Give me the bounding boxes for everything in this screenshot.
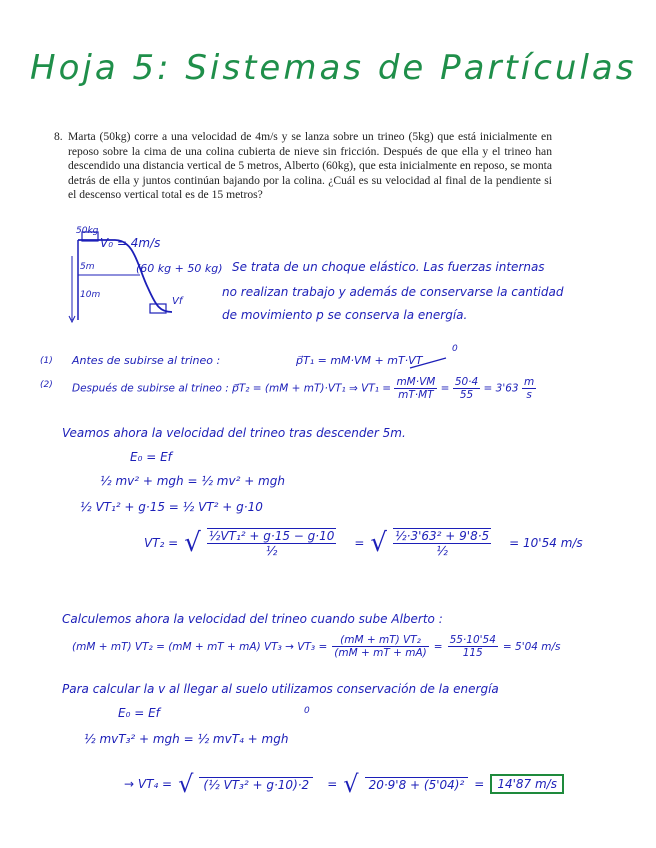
- step2-unit-den: s: [526, 389, 532, 401]
- vf-label: Vf: [172, 296, 183, 307]
- note-line-1: Se trata de un choque elástico. Las fuerzas internas: [232, 260, 545, 274]
- step2-val-num: 50·4: [454, 376, 479, 388]
- step1-text: Antes de subirse al trineo :: [72, 354, 221, 367]
- step2-line: [72, 376, 536, 401]
- note-line-2: no realizan trabajo y además de conservarse la cantidad: [222, 285, 564, 299]
- page-title: Hoja 5: Sistemas de Partículas: [30, 48, 637, 88]
- step2-frac-den: mT·MT: [398, 389, 434, 401]
- step1-label: (1): [40, 356, 53, 366]
- vt2-frac: [207, 528, 337, 558]
- section3-eq3: ½ VT₁² + g·15 = ½ VT² + g·10: [80, 500, 263, 514]
- section4-frac: [332, 634, 428, 659]
- section3-energy: E₀ = Ef: [130, 450, 172, 464]
- step2-fraction: [394, 376, 437, 401]
- final-eq: =: [327, 777, 338, 791]
- final-sqrt: (½ VT₃² + g·10)·2: [199, 777, 313, 792]
- section3-eq2: ½ mv² + mgh = ½ mv² + mgh: [100, 474, 285, 488]
- sqrt-icon-2: √: [370, 528, 387, 558]
- sqrt-icon: √: [184, 528, 201, 558]
- section4-frac-num: (mM + mT) VT₂: [332, 634, 428, 647]
- section3-vt2: [144, 528, 583, 558]
- step2-equation: p⃗T₂ = (mM + mT)·VT₁ ⇒ VT₁ =: [232, 382, 392, 395]
- final-lhs: → VT₄ =: [124, 777, 173, 791]
- step2-result: = 3'63: [483, 382, 519, 395]
- vt2-frac-2: [393, 528, 491, 558]
- vt2-den: ½: [265, 544, 278, 558]
- v0-label: V₀ = 4m/s: [100, 236, 161, 250]
- section5-energy: E₀ = Ef: [118, 706, 160, 720]
- h5-label: 5m: [80, 262, 95, 272]
- section5-zero: 0: [304, 706, 310, 716]
- vt2-label: VT₂ =: [144, 536, 179, 550]
- step2-unit: [522, 376, 536, 401]
- step2-unit-num: m: [523, 376, 535, 388]
- section4-value: [448, 634, 498, 659]
- step1-zero: 0: [452, 344, 458, 354]
- section4-frac-den: (mM + mT + mA): [334, 647, 427, 659]
- step2-text: Después de subirse al trineo :: [72, 382, 229, 395]
- step2-val-den: 55: [459, 389, 474, 401]
- section4-eq2: =: [433, 640, 443, 653]
- section4-eq: (mM + mT) VT₂ = (mM + mT + mA) VT₃ → VT₃ =: [72, 640, 328, 653]
- vt2-eq2: =: [354, 536, 365, 550]
- note-line-3: de movimiento p se conserva la energía.: [222, 308, 468, 322]
- vt2-den2: ½: [436, 544, 448, 558]
- vt2-num2: ½·3'63² + 9'8·5: [395, 529, 490, 543]
- section5-final: [124, 770, 564, 798]
- vt2-result: = 10'54 m/s: [509, 536, 583, 550]
- sqrt-icon-3: √: [178, 770, 194, 798]
- section4-result: = 5'04 m/s: [502, 640, 561, 653]
- step1-equation: p⃗T₁ = mM·VM + mT·VT: [296, 354, 423, 367]
- problem-statement: [54, 130, 552, 203]
- section4-val-den: 115: [462, 647, 483, 659]
- problem-text: Marta (50kg) corre a una velocidad de 4m/s y se lanza sobre un trineo (5kg) que está inicialmente en reposo sobre la cima de una colina cubierta de nieve sin fricción. Después de que ella y el trineo han descendido una distancia vertical de 5 metros, Alberto (60kg), que esta inicialmente en reposo, se monta detrás de ella y juntos continúan bajando por la colina. ¿Cuál es su velocidad al final de la pendiente si el descenso vertical total es de 15 metros?: [68, 130, 552, 202]
- final-answer: 14'87 m/s: [490, 774, 564, 794]
- final-sqrt-2: 20·9'8 + (5'04)²: [365, 777, 469, 792]
- section4-equation: [72, 634, 561, 659]
- masses-note: (60 kg + 50 kg): [136, 262, 223, 275]
- section3-intro: Veamos ahora la velocidad del trineo tras descender 5m.: [62, 426, 406, 440]
- step2-frac-num: mM·VM: [396, 376, 436, 388]
- problem-number: 8.: [54, 130, 63, 143]
- strike-line: [408, 356, 448, 370]
- final-eq2: =: [474, 777, 485, 791]
- step2-label: (2): [40, 380, 53, 390]
- vt2-num: ½VT₁² + g·15 − g·10: [208, 529, 335, 543]
- section5-intro: Para calcular la v al llegar al suelo utilizamos conservación de la energía: [62, 682, 499, 696]
- step2-value: [453, 376, 480, 401]
- section5-eq2: ½ mvT₃² + mgh = ½ mvT₄ + mgh: [84, 732, 289, 746]
- mass-label: 50kg: [76, 226, 99, 236]
- section4-val-num: 55·10'54: [449, 634, 496, 646]
- step2-eq2: =: [440, 382, 450, 395]
- sqrt-icon-4: √: [343, 770, 359, 798]
- section4-intro: Calculemos ahora la velocidad del trineo cuando sube Alberto :: [62, 612, 443, 626]
- h10-label: 10m: [80, 290, 101, 300]
